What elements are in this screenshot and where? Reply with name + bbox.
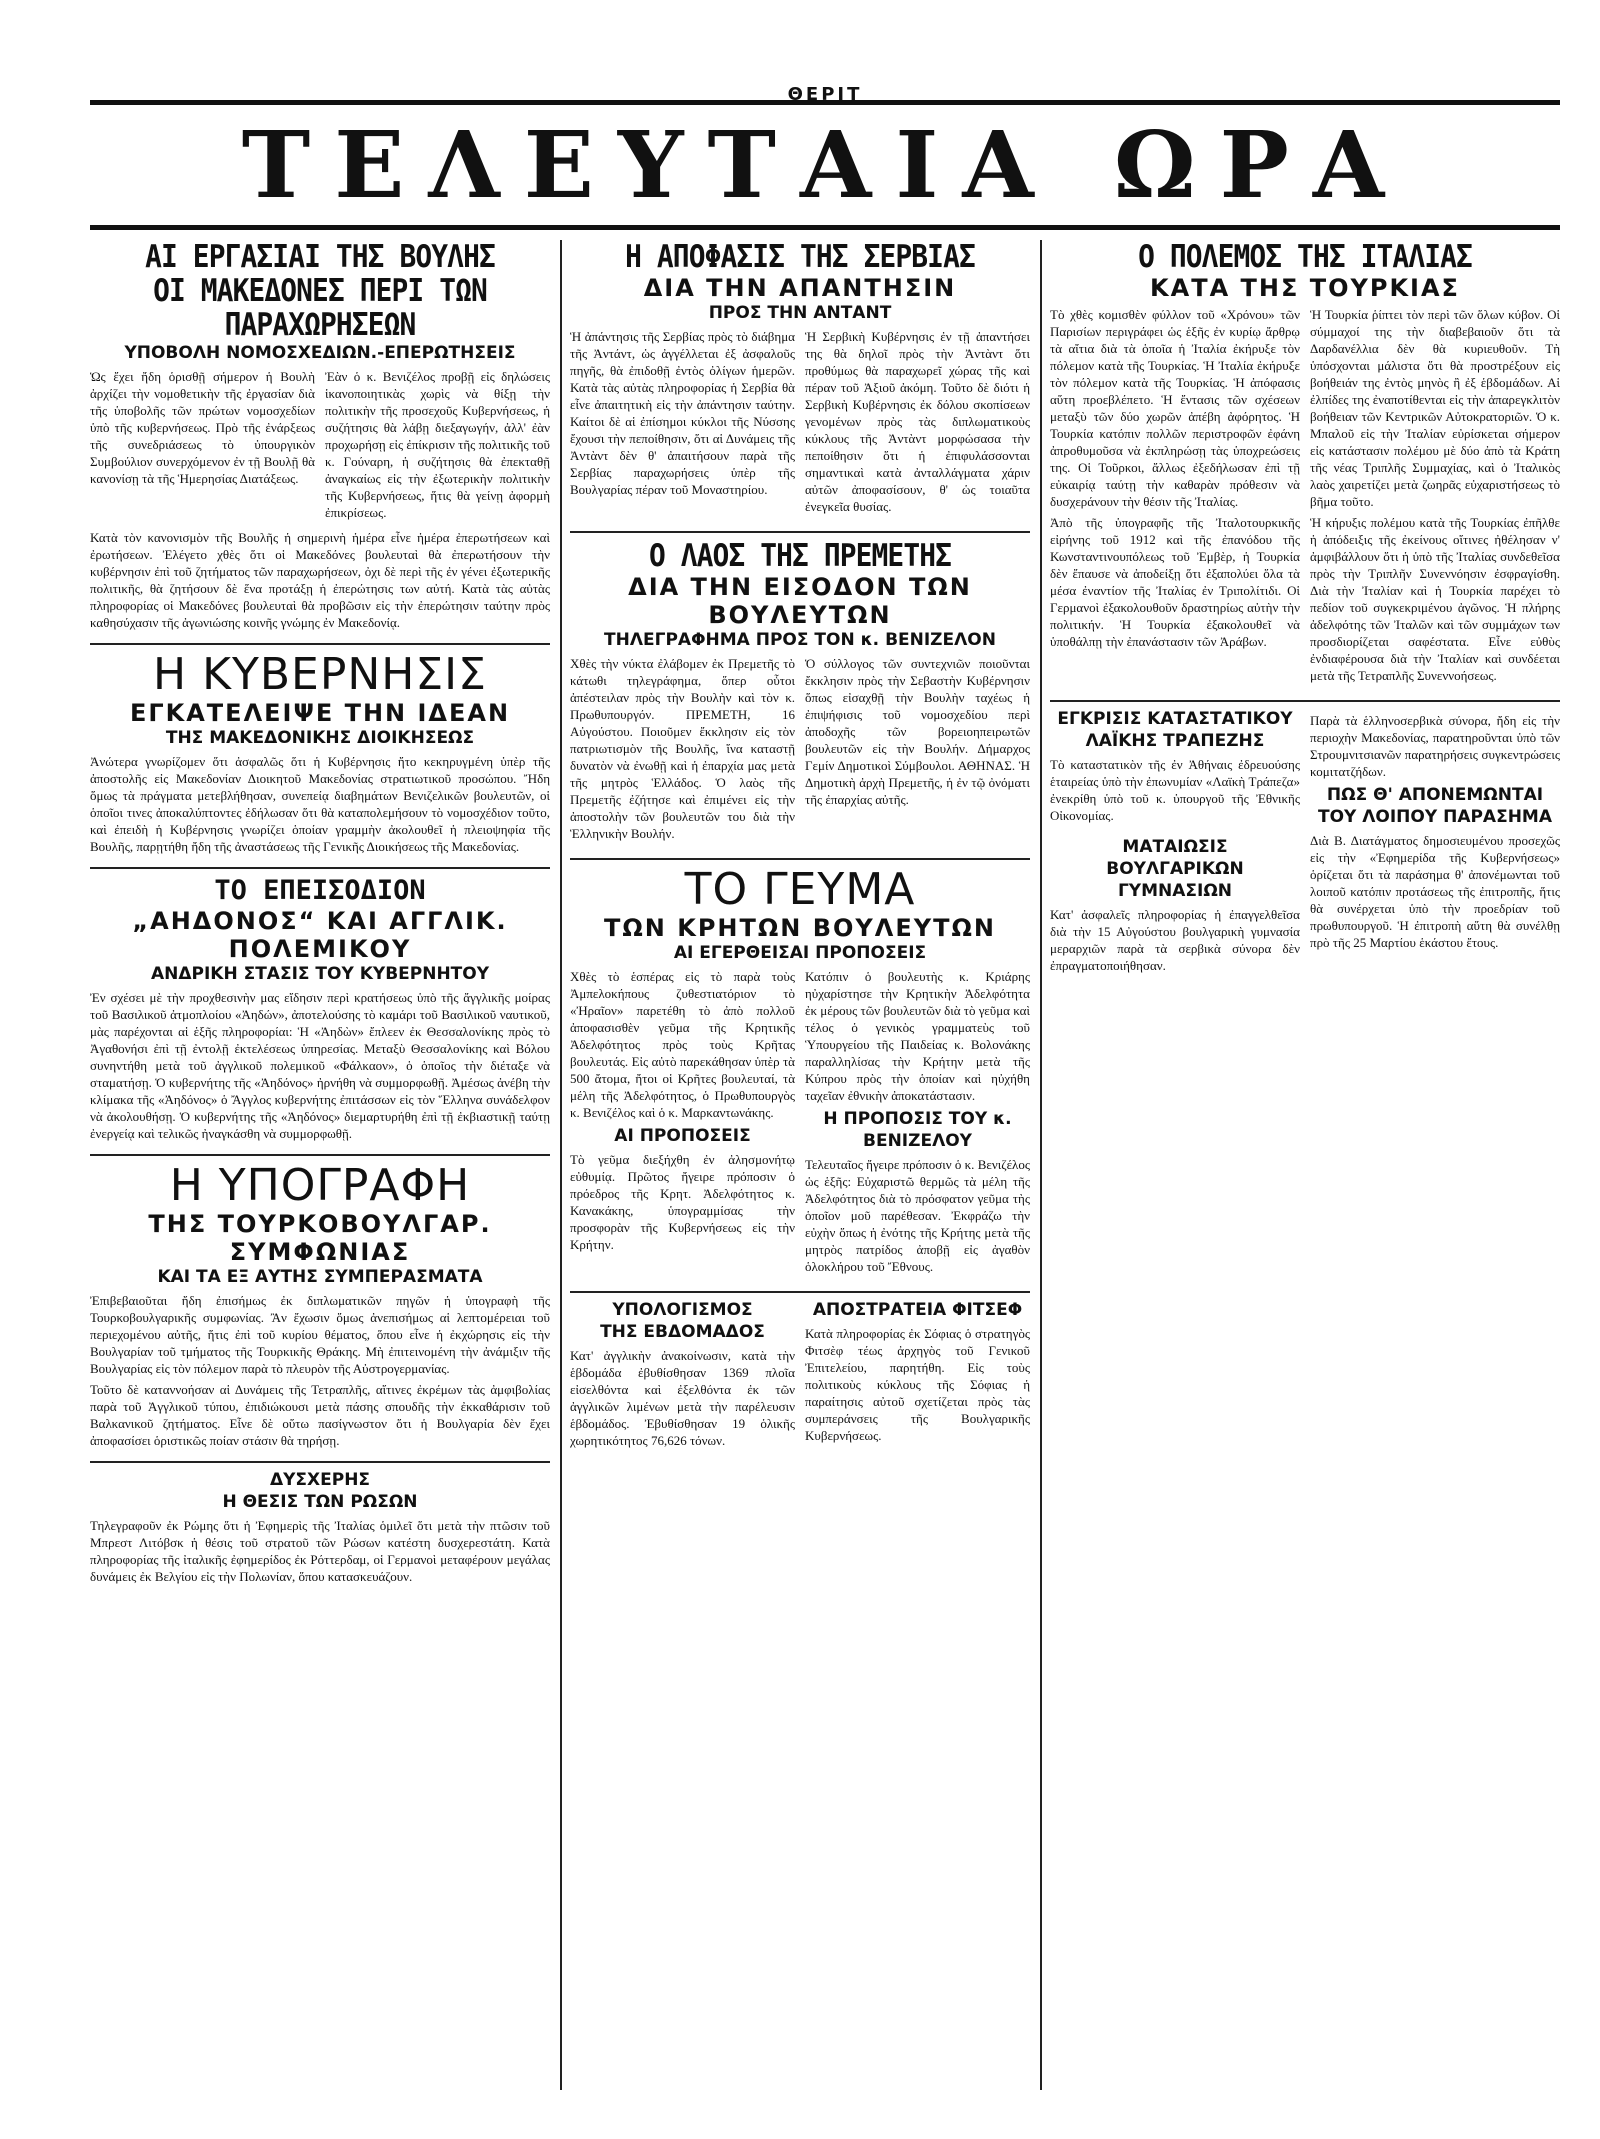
article-text: Ἀπὸ τῆς ὑπογραφῆς τῆς Ἰταλοτουρκικῆς εἰρήνης τοῦ 1912 καὶ τῆς ἐπανόδου τῆς Κωνσταντινουπόλεως τοῦ Ἐμβὲρ, ἡ Τουρκία δὲν ἔπαυσε νὰ ἀποδείξῃ ὅτι ἐξαπολύει ὅλα τὰ μέσα ἐναντίον τῆς Ἰταλίας ἐν Τριπολίτιδι. Οἱ Γερμανοὶ ἐξακολουθοῦν δραστηρίως αὐτὴν τὴν πολιτικήν. Ἡ Τουρκία ἐξακολουθεῖ νὰ ὑποθάλπῃ τὴν ἐπανάστασιν τῶν Ἀράβων. <box>1050 515 1300 649</box>
article-cretan-dinner <box>570 866 1030 1279</box>
section-rule <box>90 867 550 869</box>
masthead <box>90 100 1560 230</box>
article-text: Ὡς ἔχει ἤδη ὁρισθῇ σήμερον ἡ Βουλὴ ἀρχίζει τὴν νομοθετικὴν τῆς ἐργασίαν διὰ τῆς ὑποβολῆς τῶν πρώτων νομοσχεδίων ὑπὸ τῆς κυβερνήσεως. Πρὸ τῆς ἐνάρξεως τῆς συνεδριάσεως τὸ ὑπουργικὸν Συμβούλιον συνερχόμενον ἐν τῇ Βουλῇ θὰ κανονίσῃ τὰ τῆς Ἡμερησίας Διατάξεως. <box>90 369 315 486</box>
headline: ΚΑΤΑ ΤΗΣ ΤΟΥΡΚΙΑΣ <box>1150 274 1460 302</box>
headline: ΤΗΣ ΤΟΥΡΚΟΒΟΥΛΓΑΡ. ΣΥΜΦΩΝΙΑΣ <box>148 1210 492 1266</box>
column-right <box>1050 240 1560 986</box>
newspaper-page <box>90 40 1560 2100</box>
subheadline: ΒΟΥΛΓΑΡΙΚΩΝ ΓΥΜΝΑΣΙΩΝ <box>1106 859 1244 901</box>
section-rule <box>570 858 1030 860</box>
headline: Η ΥΠΟΓΡΑΦΗ <box>169 1160 471 1211</box>
subheadline: ΤΟΥ ΛΟΙΠΟΥ ΠΑΡΑΣΗΜΑ <box>1317 807 1553 827</box>
section-heading: ΑΙ ΠΡΟΠΟΣΕΙΣ <box>614 1126 751 1146</box>
headline: ΔΥΣΧΕΡΗΣ <box>269 1470 371 1490</box>
article-text: Κατὰ τὸν κανονισμὸν τῆς Βουλῆς ἡ σημερινὴ ἡμέρα εἶνε ἡμέρα ἐπερωτήσεων καὶ ἐρωτήσεων. Ἐλέγετο χθὲς ὅτι οἱ Μακεδόνες βουλευταὶ θὰ ἐπερωτήσουν τὴν κυβέρνησιν ἐπὶ τοῦ ζητήματος τῶν παραχωρήσεων, ὀχι δὲ περὶ τῆς ἐν γένει ἐξωτερικῆς πολιτικῆς, θὰ ζητήσουν δὲ ἕνα προτάξῃ ἡ ἐπερώτησις των αὐτή. Κατὰ τὰς αὐτὰς πληροφορίας οἱ Μακεδόνες βουλευταὶ θὰ προβῶσιν εἰς τὴν ἐπερώτησιν ταύτην πρὸς καθησύχασιν τῆς ἀγωνιώσης κοινῆς γνώμης ἐν Μακεδονίᾳ. <box>90 530 550 630</box>
article-text: Κατὰ πληροφορίας ἐκ Σόφιας ὁ στρατηγὸς Φιτσὲφ τέως ἀρχηγὸς τοῦ Γενικοῦ Ἐπιτελείου, παρητήθη. Εἰς τοὺς πολιτικοὺς κύκλους τῆς Σόφιας ἡ παραίτησις αὐτοῦ σχετίζεται πρὸς τὰς συμπεράνσεις τῆς Βουλγαρικῆς Κυβερνήσεως. <box>805 1326 1030 1443</box>
headline: ΔΙΑ ΤΗΝ ΑΠΑΝΤΗΣΙΝ <box>643 274 957 302</box>
article-text: Τὸ καταστατικὸν τῆς ἐν Ἀθήναις ἐδρευούσης ἑταιρείας ὑπὸ τὴν ἐπωνυμίαν «Λαϊκὴ Τράπεζα» ἐνεκρίθη ὑπὸ τοῦ κ. ὑπουργοῦ τῆς Ἐθνικῆς Οἰκονομίας. <box>1050 757 1300 823</box>
section-rule <box>90 1461 550 1463</box>
article-weekly-count <box>570 1299 795 1453</box>
headline: ΜΑΤΑΙΩΣΙΣ <box>1122 837 1228 857</box>
subheadline: ΤΗΛΕΓΡΑΦΗΜΑ ΠΡΟΣ ΤΟΝ κ. ΒΕΝΙΖΕΛΟΝ <box>604 630 996 650</box>
article-decorations <box>1310 784 1560 951</box>
section-rule <box>90 1154 550 1156</box>
section-rule <box>1050 700 1560 702</box>
masthead-kicker: ΘΕΡΙΤ <box>787 84 863 105</box>
article-text: Ὁ σύλλογος τῶν συντεχνιῶν ποιοῦνται ἔκκλησιν πρὸς τὴν Σεβαστὴν Κυβέρνησιν ὅπως εἰσαχθῇ τὴν Βουλὴν ταχέως ἡ ἐπιψήφισις τοῦ νομοσχεδίου περὶ ἀποδοχῆς τῶν βορειοηπειρωτῶν βουλευτῶν εἰς τὴν Βουλήν. Δήμαρχος Γεμίν Δημοτικοὶ Σύμβουλοι. ΑΘΗΝΑΣ. Ἡ Δημοτικὴ ἀρχὴ Πρεμετῆς, ἡ ἐν τῷ ὀνόματι τῆς ἐπαρχίας αὐτῆς. <box>805 656 1030 807</box>
headline: ΕΓΚΑΤΕΛΕΙΨΕ ΤΗΝ ΙΔΕΑΝ <box>129 699 511 727</box>
subheadline: ΠΡΟΣ ΤΗΝ ΑΝΤΑΝΤ <box>708 303 892 323</box>
headline: ΤΟ ΓΕΥΜΑ <box>684 864 916 915</box>
subheadline: ΛΑΪΚΗΣ ΤΡΑΠΕΖΗΣ <box>1085 731 1265 751</box>
headline: ΤΩΝ ΚΡΗΤΩΝ ΒΟΥΛΕΥΤΩΝ <box>604 914 996 942</box>
section-heading: Η ΠΡΟΠΟΣΙΣ ΤΟΥ κ. ΒΕΝΙΖΕΛΟΥ <box>823 1109 1012 1151</box>
column-divider <box>1040 240 1042 2090</box>
headline: ΔΙΑ ΤΗΝ ΕΙΣΟΔΟΝ ΤΩΝ ΒΟΥΛΕΥΤΩΝ <box>628 573 972 629</box>
article-text: Ἡ κήρυξις πολέμου κατὰ τῆς Τουρκίας ἐπῆλθε ἡ ἀπόδειξις τῆς ἐκείνους οἵτινες ἠθέλησαν ν' ἀμφιβάλλουν ὅτι ἡ ὑπὸ τῆς Ἰταλίας συνδεθεῖσα πρὸς τὴν Τριπλῆν Συνεννόησιν ἐσφραγίσθη. Διὰ τὴν Ἰταλίαν καὶ ἡ Τουρκία παρέχει τὸ πεδίον τοῦ συγκεκριμένου ἀγῶνος. Ἡ πλήρης ἀδελφότης τῶν Ἰταλῶν καὶ τῶν συμμάχων των προσδιορίζεται σαφέστατα. Εἶνε εὐθὺς ἐνδιαφέρουσα διὰ τὴν Ἰταλίαν καὶ συνδέεται μετὰ τῆς Τετραπλῆς Συνεννοήσεως. <box>1310 515 1560 683</box>
article-text: Ἡ Τουρκία ῥίπτει τὸν περὶ τῶν ὅλων κύβον. Οἱ σύμμαχοί της τὴν διαβεβαιοῦν ὅτι τὰ Δαρδανέλλια δὲν θὰ κυριευθοῦν. Τὴ ὑπόσχονται μάλιστα ὅτι θὰ προστρέξουν εἰς βοήθειάν της ἐντὸς μηνὸς ἢ ἐξ ἑβδομάδων. Αἱ ἐλπίδες της ἐναποτίθενται εἰς τὴν ἀπαρεγκλιτὸν βοήθειαν τῶν Κεντρικῶν Αὐτοκρατοριῶν. Ὁ κ. Μπαλοῦ εἰς τὴν Ἰταλίαν εὐρίσκεται σήμερον εἰς κατάστασιν πολέμου μὲ δύο ἀπὸ τὰ Κράτη τῆς νέας Τριπλῆς Συμμαχίας, καὶ ὁ Ἰταλικὸς λαὸς χαιρετίζει μετὰ ζωηρᾶς εὐχαριστήσεως τὸ βῆμα τοῦτο. <box>1310 307 1560 509</box>
article-fitsef <box>805 1299 1030 1453</box>
column-divider <box>560 240 562 2090</box>
headline: ΑΙ ΕΡΓΑΣΙΑΙ ΤΗΣ ΒΟΥΛΗΣ <box>145 239 495 275</box>
subheadline: Η ΘΕΣΙΣ ΤΩΝ ΡΩΣΩΝ <box>222 1492 418 1512</box>
subheadline: ΚΑΙ ΤΑ ΕΞ ΑΥΤΗΣ ΣΥΜΠΕΡΑΣΜΑΤΑ <box>157 1267 483 1287</box>
article-text: Διὰ Β. Διατάγματος δημοσιευμένου προσεχῶς εἰς τὴν «Ἐφημερίδα τῆς Κυβερνήσεως» ὁρίζεται ὅτι τὰ παράσημα θ' ἀπονέμωνται τοῦ λοιποῦ κατόπιν προτάσεως τῆς ἐπιτροπῆς, ἥτις θὰ συνέρχεται ὑπὸ τὴν προεδρίαν τοῦ πρωθυπουργοῦ. Ἡ ἐπιτροπὴ αὕτη θὰ συνέλθῃ πρὸ τῆς 25 Μαρτίου ἑκάστου ἔτους. <box>1310 833 1560 950</box>
article-text: Ἀνώτερα γνωρίζομεν ὅτι ἀσφαλῶς ὅτι ἡ Κυβέρνησις ἤτο κεκηρυγμένη ὑπὲρ τῆς ἀποστολῆς εἰς Μακεδονίαν Διοικητοῦ Μακεδονίας στρατιωτικοῦ προσώπου. Ἤδη ὅμως τὰ πράγματα μετεβλήθησαν, συνεπείᾳ διαβημάτων Βενιζελικῶν βουλευτῶν, οἱ ὁποῖοι τινες ἀποκαλύπτοντες ἐδήλωσαν ὅτι θὰ καταπολεμήσουν τὸ νομοσχέδιον τοῦτο, καὶ ἐπειδὴ ἡ Κυβέρνησις γνωρίζει ὁποίαν γραμμὴν ἀκολουθεῖ ἡ πλειοψηφία τῆς Βουλῆς, παρῃτήθη ἤδη τῆς ἀναστάσεως τῆς Γενικῆς Διοικήσεως τῆς Μακεδονίας. <box>90 754 550 854</box>
headline: Ο ΠΟΛΕΜΟΣ ΤΗΣ ΙΤΑΛΙΑΣ <box>1138 239 1472 275</box>
bottom-briefs <box>1050 708 1560 986</box>
article-text: Χθὲς τὸ ἑσπέρας εἰς τὸ παρὰ τοὺς Ἀμπελοκήπους ζυθεστιατόριον τὸ «Ἠραῖον» παρετέθη τὸ ἀπὸ πολλοῦ ἀποφασισθὲν γεῦμα τῆς Κρητικῆς Ἀδελφότητος πρὸς τοὺς Κρῆτας βουλευτάς. Εἰς αὐτὸ παρεκάθησαν ὑπὲρ τὰ 500 ἄτομα, ἤτοι οἱ Κρῆτες βουλευταί, τὰ μέλη τῆς Ἀδελφότητος, ὁ Πρωθυπουργὸς κ. Βενιζέλος καὶ ὁ κ. Μαρκαντωνάκης. <box>570 969 795 1120</box>
article-text: Ἡ Σερβικὴ Κυβέρνησις ἐν τῇ ἀπαντήσει της θὰ δηλοῖ πρὸς τὴν Ἀντὰντ ὅτι προθύμως θὰ παραχωρεῖ χώρας τῆς καὶ πέραν τοῦ Ἀξιοῦ ἀκόμη. Τοῦτο δὲ διότι ἡ Σερβικὴ Κυβέρνησις ἐκ δόλου σκοπίσεων γενομένων πρὸς τὰς διπλωματικοὺς κύκλους τῆς Ἀντὰντ μορφώσασα τὴν πεποίθησιν ὅτι ἡ ἐπιφυλάσσονται σημαντικαὶ κατὰ ἀνταλλάγματα χάριν αὐτῶν ἀποφασίσουν, θ' ὡς τοιαῦτα ἐνεγκεῖα θυσίας. <box>805 329 1030 514</box>
article-text: Χθὲς τὴν νύκτα ἐλάβομεν ἐκ Πρεμετῆς τὸ κάτωθι τηλεγράφημα, ὅπερ οὗτοι ἀπέστειλαν πρὸς τὴν Βουλὴν καὶ τὸν κ. Πρωθυπουργόν. ΠΡΕΜΕΤΗ, 16 Αὐγούστου. Ποιοῦμεν ἔκκλησιν εἰς τὸν πατριωτισμὸν τῆς Βουλῆς, ἵνα καταστῇ δυνατὸν νὰ ἐνωθῇ καὶ ἡ ἐπαρχία μας μετὰ τῆς μητρὸς Ἑλλάδος. Ὁ λαὸς τῆς Πρεμετῆς ἐζήτησε καὶ ἐπιμένει εἰς τὴν ἀποστολὴν τῶν βουλευτῶν του διὰ τὴν Ἑλληνικὴν Βουλήν. <box>570 656 795 841</box>
subheadline: ΑΙ ΕΓΕΡΘΕΙΣΑΙ ΠΡΟΠΟΣΕΙΣ <box>673 943 927 963</box>
article-russians <box>90 1469 550 1585</box>
bottom-briefs <box>570 1299 1030 1453</box>
article-text: Ἐν σχέσει μὲ τὴν προχθεσινὴν μας εἴδησιν περὶ κρατήσεως ὑπὸ τῆς ἄγγλικῆς μοίρας τοῦ Βασιλικοῦ ἀτμοπλοίου «Ἀηδών», ἀποτελούσης τὸ καμάρι τοῦ Βασιλικοῦ ναυτικοῦ, μὰς παρέχονται αἱ ἑξῆς πληροφορίαι: Ἡ «Ἀηδὼν» ἔπλεεν ἐκ Θεσσαλονίκης πρὸς τὸ Ἀγαθονήσι ἐπὶ τῇ ἐντολῇ ἐκτελέσεως ὑπηρεσίας. Μεταξὺ Θεσσαλονίκης καὶ Βόλου συνηντήθη μετὰ τοῦ ἀγγλικοῦ πολεμικοῦ «Φάλκαον», ὁ ὁποῖος τὴν διέταξε νὰ σταματήσῃ. Ὁ κυβερνήτης τῆς «Ἀηδόνος» ἠρνήθη νὰ συμμορφωθῇ. Ἀμέσως ἀνέβη τὴν κλίμακα τῆς «Ἀηδόνος» ὁ Ἄγγλος κυβερνήτης ἐπιτάσσων εἰς τὸν Ἕλληνα συνάδελφον νὰ ἀκολουθήσῃ. Ὁ κυβερνήτης τῆς «Ἀηδόνος» διεμαρτυρήθη ἐπὶ τῇ ἐκβιαστικῇ ταύτῃ ἐνεργείᾳ καὶ τελικῶς ἠναγκάσθη νὰ συμμορφωθῇ. <box>90 990 550 1141</box>
section-rule <box>570 531 1030 533</box>
article-text: Κατ' ἀγγλικὴν ἀνακοίνωσιν, κατὰ τὴν ἑβδομάδα ἐβυθίσθησαν 1369 πλοῖα εἰσελθόντα καὶ ἐξελθόντα ἐκ τῶν ἀγγλικῶν λιμένων μετὰ τὴν παρέλευσιν ἑβδομάδος. Ἐβυθίσθησαν 19 ὁλικῆς χωρητικότητος 76,626 τόνων. <box>570 1348 795 1448</box>
article-text: Τοῦτο δὲ καταννοήσαν αἱ Δυνάμεις τῆς Τετραπλῆς, αἵτινες ἐκρέμων τὰς ἀμφιβολίας παρὰ τοῦ Ἀγγλικοῦ τύπου, ἐπιδιώκουσι μετὰ πάσης σπουδῆς τὴν ἐκκαθάρισιν τοῦ Βαλκανικοῦ ζητήματος. Εἶνε δὲ οὕτω πασίγνωστον ὅτι ἡ Βουλγαρία δὲν ἔχει ἀποφασίσει ὁριστικῶς ποίαν στάσιν θὰ τηρήσῃ. <box>90 1382 550 1448</box>
headline: Η ΚΥΒΕΡΝΗΣΙΣ <box>153 649 487 700</box>
subheadline: ΤΗΣ ΜΑΚΕΔΟΝΙΚΗΣ ΔΙΟΙΚΗΣΕΩΣ <box>165 728 475 748</box>
subheadline: ΥΠΟΒΟΛΗ ΝΟΜΟΣΧΕΔΙΩΝ.-ΕΠΕΡΩΤΗΣΕΙΣ <box>124 343 516 363</box>
headline: „ΑΗΔΟΝΟΣ“ ΚΑΙ ΑΓΓΛΙΚ. ΠΟΛΕΜΙΚΟΥ <box>132 907 508 963</box>
article-premeti <box>570 539 1030 846</box>
headline: ΟΙ ΜΑΚΕΔΟΝΕΣ ΠΕΡΙ ΤΩΝ ΠΑΡΑΧΩΡΗΣΕΩΝ <box>153 273 487 343</box>
article-serbia <box>570 240 1030 519</box>
subheadline: ΤΗΣ ΕΒΔΟΜΑΔΟΣ <box>600 1322 765 1342</box>
headline: Ο ΛΑΟΣ ΤΗΣ ΠΡΕΜΕΤΗΣ <box>648 538 952 574</box>
headline: ΕΓΚΡΙΣΙΣ ΚΑΤΑΣΤΑΤΙΚΟΥ <box>1057 709 1293 729</box>
article-text: Ἐὰν ὁ κ. Βενιζέλος προβῇ εἰς δηλώσεις ἱκανοποιητικὰς χωρὶς νὰ θίξῃ τὴν πολιτικὴν τῆς προσεχοῦς Κυβερνήσεως, ἡ συζήτησις θὰ λάβῃ διεξαγωγήν, ἀλλ' ἐὰν προχωρήσῃ εἰς ἐπίκρισιν τῆς πολιτικῆς τοῦ κ. Γούναρη, ἡ συζήτησις θὰ ἐπεκταθῇ ἀναγκαίως εἰς τὴν ἐξωτερικὴν πολιτικὴν τῆς Κυβερνήσεως, ἥτις θὰ γείνῃ ἀφορμὴ ἐπικρίσεως. <box>325 369 550 520</box>
article-incident <box>90 875 550 1142</box>
headline: ΥΠΟΛΟΓΙΣΜΟΣ <box>612 1300 753 1320</box>
headline: ΤΟ ΕΠΕΙΣΟΔΙΟΝ <box>214 875 426 906</box>
section-rule <box>90 643 550 645</box>
article-popular-bank <box>1050 708 1300 824</box>
column-middle <box>570 240 1030 1453</box>
section-rule <box>570 1291 1030 1293</box>
masthead-title: ΤΕΛΕΥΤΑΙΑ ΩΡΑ <box>241 111 1409 219</box>
article-bulgarian-exercises <box>1050 836 1300 974</box>
article-parliament <box>90 240 550 631</box>
article-italy-war <box>1050 240 1560 688</box>
article-government <box>90 651 550 855</box>
article-text: Κατ' ἀσφαλεῖς πληροφορίας ἡ ἐπαγγελθεῖσα διὰ τὴν 15 Αὐγούστου βουλγαρικὴ γυμνασία μεραρχιῶν παρὰ τὰ σερβικὰ σύνορα δὲν ἐπραγματοποιήθησαν. <box>1050 907 1300 973</box>
article-text: Ἐπιβεβαιοῦται ἤδη ἐπισήμως ἐκ διπλωματικῶν πηγῶν ἡ ὑπογραφὴ τῆς Τουρκοβουλγαρικῆς συμφωνίας. Ἂν ἔχωσιν ὅμως ἀνεπισήμως αἱ λεπτομέρειαι τοῦ περιεχομένου αὐτῆς, ἥτις ἐπὶ τοῦ κυρίου θέματος, ὅπου εἶνε ἡ ἐκχώρησις εἰς τὴν Βουλγαρίαν τοῦ τμήματος τῆς Τουρκικῆς Θράκης. Μὴ ἐπιτεινομένη τὴν ἀνάμιξιν τῆς Βουλγαρίας εἰς τὸν πόλεμον παρὰ τὸ πλευρὸν τῆς Αὐστρογερμανίας. <box>90 1293 550 1376</box>
headline: ΑΠΟΣΤΡΑΤΕΙΑ ΦΙΤΣΕΦ <box>812 1300 1023 1320</box>
article-text: Παρὰ τὰ ἑλληνοσερβικὰ σύνορα, ἤδη εἰς τὴν περιοχὴν Μακεδονίας, παρατηροῦνται ὑπὸ τῶν Στρουμνιτσιανῶν παρατηρήσεις συγκεντρώσεις κομιτατζήδων. <box>1310 713 1560 779</box>
subheadline: ΑΝΔΡΙΚΗ ΣΤΑΣΙΣ ΤΟΥ ΚΥΒΕΡΝΗΤΟΥ <box>150 964 490 984</box>
article-text: Τὸ γεῦμα διεξήχθη ἐν ἀλησμονήτῳ εὐθυμίᾳ. Πρῶτος ἤγειρε πρόποσιν ὁ πρόεδρος τῆς Κρητ. Ἀδελφότητος κ. Κανακάκης, ὑπογραμμίσας τὴν προσφορὰν τῆς Κυβερνήσεως εἰς τὴν Κρήτην. <box>570 1152 795 1252</box>
column-left <box>90 240 550 1597</box>
article-text: Τὸ χθὲς κομισθὲν φύλλον τοῦ «Χρόνου» τῶν Παρισίων περιγράφει ὡς ἑξῆς ἐν κυρίῳ ἄρθρῳ τὰ αἴτια διὰ τὰ ὁποῖα ἡ Ἰταλία ἐκήρυξε τὸν πόλεμον κατὰ τῆς Τουρκίας. Ἡ Ἰταλία ἐκήρυξε τὸν πόλεμον κατὰ τῆς Τουρκίας. Ἡ ἀπόφασις αὕτη προεβλέπετο. Ἡ ἔντασις τῶν σχέσεων μεταξὺ τῶν δύο χωρῶν ἀπέβη ἀφόρητος. Ἡ Τουρκία κατόπιν πολλῶν περιστροφῶν ἐφάνη ἀπροθυμοῦσα νὰ ἐκπληρώσῃ τὰς ὑποχρεώσεις της. Οἱ Τοῦρκοι, ἄλλως ἐξεδήλωσαν ἐπὶ τῇ εὐκαιρίᾳ ταύτῃ τὴν καθαρὰν πρόθεσιν νὰ δυσχεράνουν τὴν θέσιν τῆς Ἰταλίας. <box>1050 307 1300 509</box>
article-text: Ἡ ἀπάντησις τῆς Σερβίας πρὸς τὸ διάβημα τῆς Ἀντάντ, ὡς ἀγγέλλεται ἐξ ἀσφαλοῦς πηγῆς, θὰ ἐπιδοθῇ ἐντὸς ὀλίγων ἡμερῶν. Κατὰ τὰς αὐτὰς πληροφορίας ἡ Σερβία θὰ εἶνε ἀπαιτητικὴ εἰς τὴν ἀπάντησιν ταύτην. Καίτοι δὲ αἱ ἐπίσημοι κύκλοι τῆς Νύσσης ἔχουσι τὴν πεποίθησιν, ὅτι αἱ Δυνάμεις τῆς Ἀντὰντ δὲν θ' ἀπαιτήσουν παρὰ τῆς Σερβίας παραχωρήσεις ὑπὲρ τῆς Βουλγαρίας πέραν τοῦ Μοναστηρίου. <box>570 329 795 497</box>
headline: Η ΑΠΟΦΑΣΙΣ ΤΗΣ ΣΕΡΒΙΑΣ <box>625 239 975 275</box>
article-text: Τελευταῖος ἤγειρε πρόποσιν ὁ κ. Βενιζέλος ὡς ἑξῆς: Εὐχαριστῶ θερμῶς τὰ μέλη τῆς Ἀδελφότητος διὰ τὸ πρόσφατον γεῦμα τὴς ὁποῖον μοῦ παρέθεσαν. Ἐκφράζω τὴν εὐχὴν ὅπως ἡ ἐνότης τῆς Κρήτης μετὰ τῆς μητρὸς πατρίδος ἀποβῇ εἰς ἀγαθὸν ὁλοκλήρου τοῦ Ἔθνους. <box>805 1157 1030 1274</box>
article-signature <box>90 1162 550 1449</box>
article-text: Τηλεγραφοῦν ἐκ Ρώμης ὅτι ἡ Ἐφημερὶς τῆς Ἰταλίας ὁμιλεῖ ὅτι μετὰ τὴν πτῶσιν τοῦ Μπρεστ Λιτόβσκ ἡ θέσις τοῦ στρατοῦ τῶν Ρώσων κατέστη δυσχερεστάτη. Κατὰ πληροφορίας τῆς ἰταλικῆς ἐφημερίδος ἐκ Ρόττερδαμ, οἱ Γερμανοὶ μεταφέρουν μεγάλας δυνάμεις ἐκ Βελγίου εἰς τὴν Πολωνίαν, ὅπου κατασκευάζουν. <box>90 1518 550 1584</box>
article-text: Κατόπιν ὁ βουλευτὴς κ. Κριάρης ηὐχαρίστησε τὴν Κρητικὴν Ἀδελφότητα ἐκ μέρους τῶν βουλευτῶν διὰ τὸ γεῦμα καὶ τέλος ὁ γενικὸς γραμματεὺς τοῦ Ὑπουργείου τῆς Παιδείας κ. Βολονάκης παραλληλίσας τὴν Κρήτην μετὰ τῆς Κύπρου πρὸς τὴν ὁποίαν καὶ ηὐχήθη ταχεῖαν ἐθνικὴν ἀποκατάστασιν. <box>805 969 1030 1103</box>
headline: ΠΩΣ Θ' ΑΠΟΝΕΜΩΝΤΑΙ <box>1326 785 1544 805</box>
